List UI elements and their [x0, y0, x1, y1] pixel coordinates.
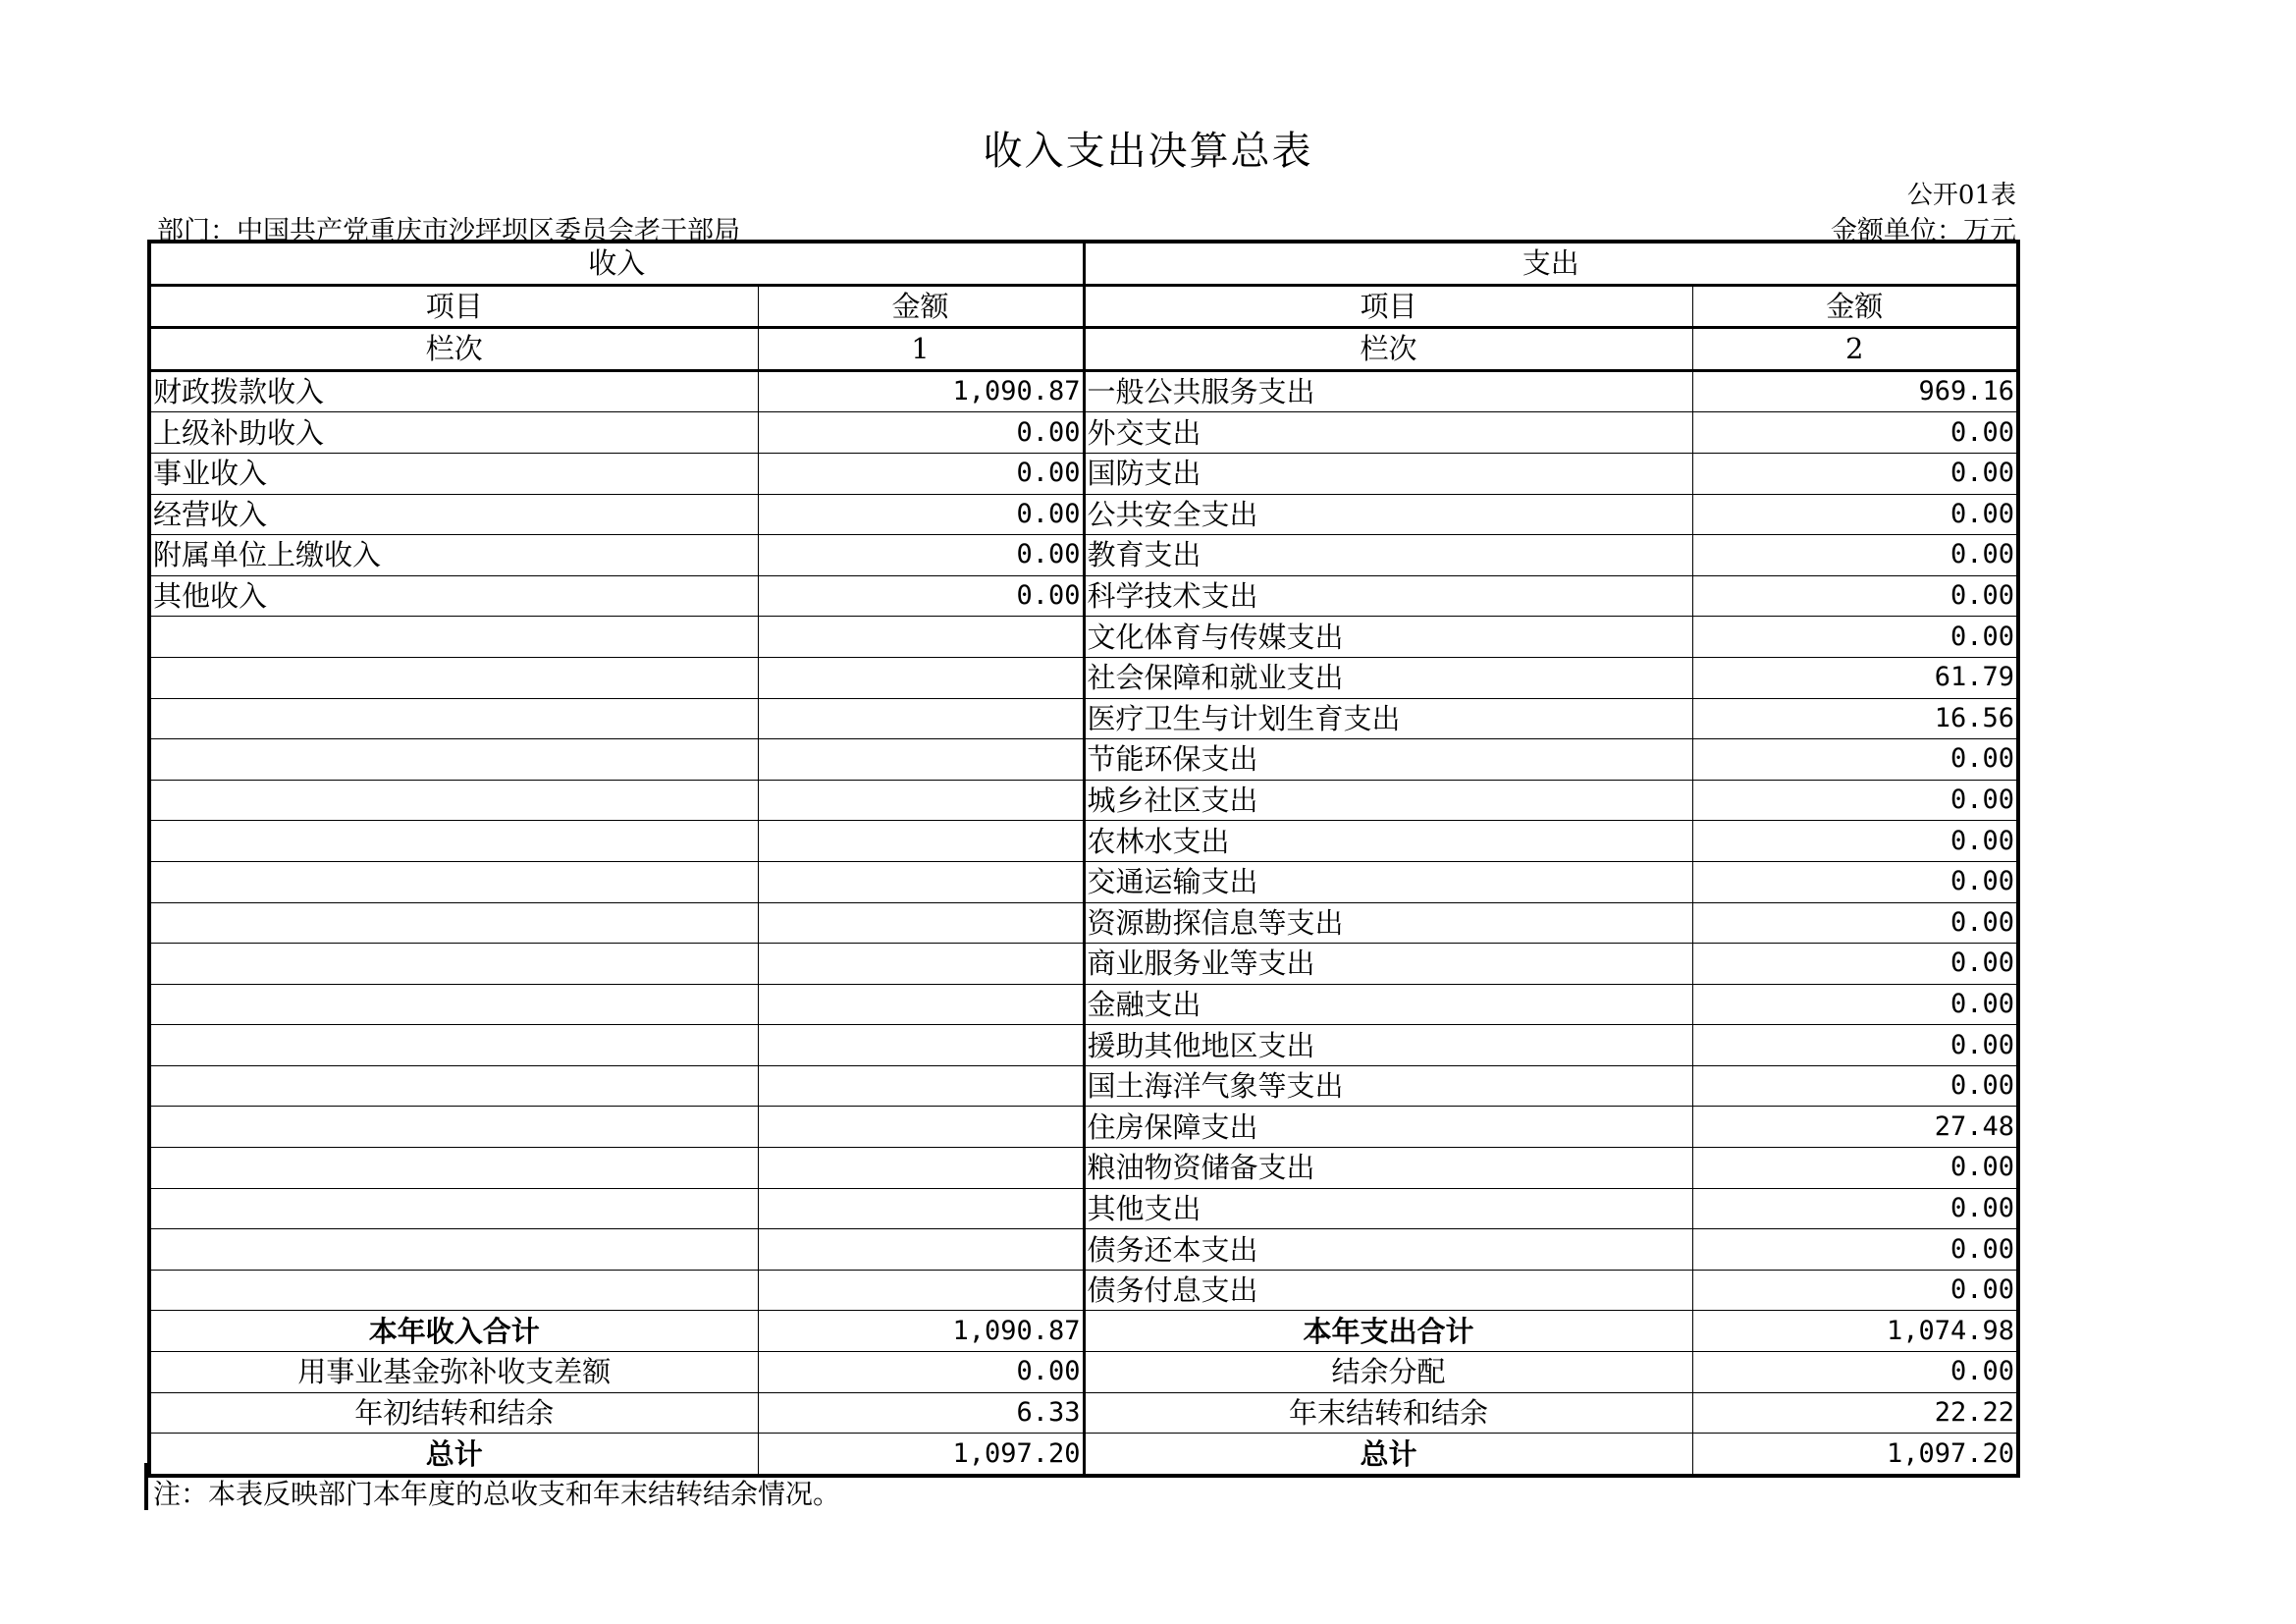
expense-amount-cell: 0.00: [1692, 1188, 2018, 1229]
income-amount-cell: [758, 1270, 1084, 1311]
expense-amount-cell: 0.00: [1692, 984, 2018, 1025]
summary-income-amount: 6.33: [758, 1392, 1084, 1434]
table-row: [149, 902, 2018, 944]
income-item-cell: 附属单位上缴收入: [149, 535, 758, 576]
table-row: [149, 780, 2018, 821]
income-amount-cell: [758, 902, 1084, 944]
income-item-cell: [149, 1270, 758, 1311]
income-amount-cell: [758, 944, 1084, 985]
summary-income-label: 本年收入合计: [149, 1311, 758, 1352]
income-item-cell: 上级补助收入: [149, 412, 758, 454]
unit-label: 金额单位：万元: [1831, 216, 2016, 246]
summary-row: [149, 1434, 2018, 1476]
expense-item-cell: 文化体育与传媒支出: [1084, 617, 1692, 658]
table-row: [149, 412, 2018, 454]
income-amount-cell: [758, 984, 1084, 1025]
header-expense-column-no: 栏次: [1084, 328, 1692, 371]
table-row: [149, 1188, 2018, 1229]
income-expense-table: [147, 240, 2020, 1478]
income-item-cell: [149, 861, 758, 902]
expense-amount-cell: 16.56: [1692, 698, 2018, 739]
table-row: [149, 698, 2018, 739]
income-item-cell: 经营收入: [149, 494, 758, 535]
table-row: [149, 1025, 2018, 1066]
expense-item-cell: 商业服务业等支出: [1084, 944, 1692, 985]
expense-item-cell: 节能环保支出: [1084, 739, 1692, 781]
table-row: [149, 370, 2018, 412]
summary-row: [149, 1352, 2018, 1393]
summary-income-amount: 0.00: [758, 1352, 1084, 1393]
income-item-cell: [149, 1229, 758, 1271]
header-income-amount: 金额: [758, 285, 1084, 328]
header-expense-amount: 金额: [1692, 285, 2018, 328]
table-row: [149, 1107, 2018, 1148]
expense-amount-cell: 0.00: [1692, 902, 2018, 944]
header-expense: 支出: [1084, 242, 2018, 285]
income-amount-cell: 0.00: [758, 494, 1084, 535]
table-row: [149, 453, 2018, 494]
expense-amount-cell: 0.00: [1692, 535, 2018, 576]
header-income: 收入: [149, 242, 1084, 285]
expense-amount-cell: 0.00: [1692, 1148, 2018, 1189]
expense-item-cell: 国土海洋气象等支出: [1084, 1065, 1692, 1107]
expense-amount-cell: 0.00: [1692, 1065, 2018, 1107]
header-row-columns: [149, 285, 2018, 328]
summary-expense-label: 本年支出合计: [1084, 1311, 1692, 1352]
table-row: [149, 494, 2018, 535]
income-item-cell: 事业收入: [149, 453, 758, 494]
table-row: [149, 739, 2018, 781]
expense-item-cell: 一般公共服务支出: [1084, 370, 1692, 412]
expense-item-cell: 住房保障支出: [1084, 1107, 1692, 1148]
income-item-cell: [149, 739, 758, 781]
header-income-column-no: 栏次: [149, 328, 758, 371]
income-amount-cell: [758, 1188, 1084, 1229]
note-left-border: [144, 1463, 148, 1510]
income-item-cell: [149, 1188, 758, 1229]
income-item-cell: 其他收入: [149, 575, 758, 617]
form-code: 公开01表: [1906, 181, 2016, 210]
income-item-cell: [149, 1065, 758, 1107]
expense-item-cell: 外交支出: [1084, 412, 1692, 454]
income-item-cell: 财政拨款收入: [149, 370, 758, 412]
income-item-cell: [149, 1025, 758, 1066]
summary-row: [149, 1311, 2018, 1352]
header-col2: 2: [1692, 328, 2018, 371]
income-amount-cell: 1,090.87: [758, 370, 1084, 412]
income-amount-cell: [758, 821, 1084, 862]
table-row: [149, 1148, 2018, 1189]
expense-item-cell: 交通运输支出: [1084, 861, 1692, 902]
summary-income-label: 年初结转和结余: [149, 1392, 758, 1434]
expense-amount-cell: 0.00: [1692, 453, 2018, 494]
summary-income-label: 用事业基金弥补收支差额: [149, 1352, 758, 1393]
expense-item-cell: 债务付息支出: [1084, 1270, 1692, 1311]
summary-income-amount: 1,097.20: [758, 1434, 1084, 1476]
summary-income-amount: 1,090.87: [758, 1311, 1084, 1352]
expense-item-cell: 援助其他地区支出: [1084, 1025, 1692, 1066]
expense-item-cell: 教育支出: [1084, 535, 1692, 576]
table-row: [149, 821, 2018, 862]
income-item-cell: [149, 821, 758, 862]
income-amount-cell: [758, 657, 1084, 698]
summary-expense-label: 总计: [1084, 1434, 1692, 1476]
header-expense-item: 项目: [1084, 285, 1692, 328]
summary-expense-label: 年末结转和结余: [1084, 1392, 1692, 1434]
income-item-cell: [149, 984, 758, 1025]
income-item-cell: [149, 1148, 758, 1189]
table-row: [149, 535, 2018, 576]
income-amount-cell: 0.00: [758, 535, 1084, 576]
expense-amount-cell: 0.00: [1692, 412, 2018, 454]
expense-amount-cell: 0.00: [1692, 1229, 2018, 1271]
income-amount-cell: [758, 698, 1084, 739]
summary-row: [149, 1392, 2018, 1434]
expense-amount-cell: 27.48: [1692, 1107, 2018, 1148]
expense-item-cell: 科学技术支出: [1084, 575, 1692, 617]
expense-item-cell: 城乡社区支出: [1084, 780, 1692, 821]
expense-amount-cell: 0.00: [1692, 575, 2018, 617]
page-title: 收入支出决算总表: [983, 129, 1313, 174]
expense-item-cell: 粮油物资储备支出: [1084, 1148, 1692, 1189]
expense-amount-cell: 0.00: [1692, 780, 2018, 821]
expense-item-cell: 国防支出: [1084, 453, 1692, 494]
summary-expense-amount: 1,074.98: [1692, 1311, 2018, 1352]
income-amount-cell: [758, 1065, 1084, 1107]
expense-amount-cell: 0.00: [1692, 617, 2018, 658]
expense-amount-cell: 0.00: [1692, 1270, 2018, 1311]
expense-item-cell: 资源勘探信息等支出: [1084, 902, 1692, 944]
table-row: [149, 1229, 2018, 1271]
expense-item-cell: 债务还本支出: [1084, 1229, 1692, 1271]
summary-expense-amount: 22.22: [1692, 1392, 2018, 1434]
table-row: [149, 1270, 2018, 1311]
income-amount-cell: [758, 739, 1084, 781]
income-item-cell: [149, 698, 758, 739]
expense-item-cell: 社会保障和就业支出: [1084, 657, 1692, 698]
table-row: [149, 657, 2018, 698]
income-amount-cell: [758, 617, 1084, 658]
table-row: [149, 575, 2018, 617]
income-amount-cell: [758, 861, 1084, 902]
expense-item-cell: 农林水支出: [1084, 821, 1692, 862]
table-row: [149, 944, 2018, 985]
header-col1: 1: [758, 328, 1084, 371]
expense-amount-cell: 0.00: [1692, 494, 2018, 535]
income-expense-table-wrapper: [147, 240, 2016, 1478]
income-item-cell: [149, 657, 758, 698]
income-amount-cell: [758, 780, 1084, 821]
expense-amount-cell: 0.00: [1692, 861, 2018, 902]
expense-item-cell: 公共安全支出: [1084, 494, 1692, 535]
header-row-sections: [149, 242, 2018, 285]
income-item-cell: [149, 780, 758, 821]
summary-expense-amount: 0.00: [1692, 1352, 2018, 1393]
table-row: [149, 861, 2018, 902]
expense-amount-cell: 0.00: [1692, 739, 2018, 781]
header-income-item: 项目: [149, 285, 758, 328]
header-row-column-numbers: [149, 328, 2018, 371]
summary-expense-label: 结余分配: [1084, 1352, 1692, 1393]
expense-amount-cell: 61.79: [1692, 657, 2018, 698]
table-note: 注：本表反映部门本年度的总收支和年末结转结余情况。: [153, 1478, 841, 1510]
income-amount-cell: 0.00: [758, 453, 1084, 494]
summary-income-label: 总计: [149, 1434, 758, 1476]
expense-amount-cell: 0.00: [1692, 944, 2018, 985]
department-label: 部门：中国共产党重庆市沙坪坝区委员会老干部局: [157, 216, 740, 246]
table-row: [149, 984, 2018, 1025]
income-amount-cell: [758, 1107, 1084, 1148]
income-amount-cell: [758, 1148, 1084, 1189]
expense-amount-cell: 969.16: [1692, 370, 2018, 412]
expense-item-cell: 医疗卫生与计划生育支出: [1084, 698, 1692, 739]
summary-expense-amount: 1,097.20: [1692, 1434, 2018, 1476]
expense-amount-cell: 0.00: [1692, 1025, 2018, 1066]
table-row: [149, 617, 2018, 658]
income-amount-cell: 0.00: [758, 412, 1084, 454]
expense-amount-cell: 0.00: [1692, 821, 2018, 862]
income-item-cell: [149, 902, 758, 944]
income-item-cell: [149, 944, 758, 985]
income-item-cell: [149, 1107, 758, 1148]
table-row: [149, 1065, 2018, 1107]
income-amount-cell: [758, 1025, 1084, 1066]
income-amount-cell: 0.00: [758, 575, 1084, 617]
income-amount-cell: [758, 1229, 1084, 1271]
expense-item-cell: 金融支出: [1084, 984, 1692, 1025]
expense-item-cell: 其他支出: [1084, 1188, 1692, 1229]
income-item-cell: [149, 617, 758, 658]
